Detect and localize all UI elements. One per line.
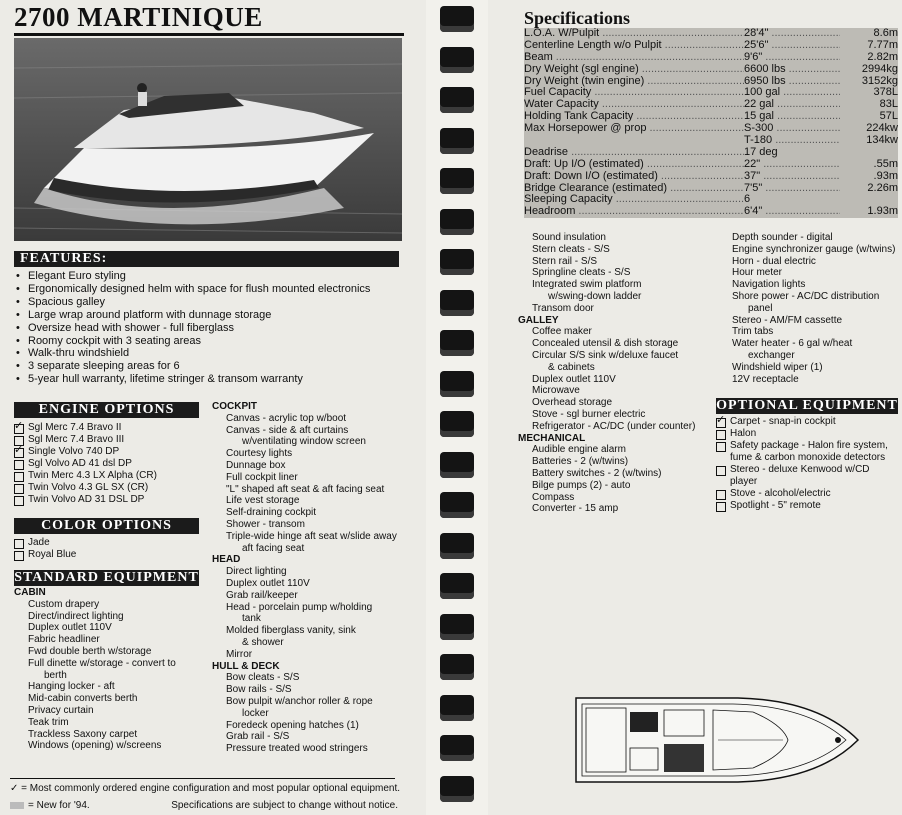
equipment-item: Duplex outlet 110V <box>28 622 112 634</box>
binding-ring-icon <box>440 168 474 194</box>
equipment-item: Teak trim <box>28 716 69 728</box>
spec-value: 9'6" ..... <box>744 52 840 64</box>
spec-row <box>524 64 898 76</box>
optional-equipment-label: player <box>730 475 758 487</box>
checkbox-icon[interactable] <box>14 551 24 561</box>
equipment-item: Courtesy lights <box>226 448 293 460</box>
binding-ring-icon <box>440 371 474 397</box>
spec-row <box>524 183 898 195</box>
mechanical-continued <box>718 232 902 385</box>
equipment-item: Overhead storage <box>532 397 613 409</box>
checkbox-icon[interactable] <box>14 496 24 506</box>
spec-row <box>524 135 898 147</box>
feature-item: • Spacious galley <box>14 296 370 309</box>
feature-item: • Oversize head with shower - full fiberglass <box>14 322 370 335</box>
engine-label: Sgl Merc 7.4 Bravo II <box>28 422 122 433</box>
equipment-item: Fwd double berth w/storage <box>28 645 152 657</box>
equipment-item: & shower <box>242 636 284 648</box>
spec-value: 28'4" ..... <box>744 28 840 40</box>
equipment-category: MECHANICAL <box>518 432 586 444</box>
equipment-item: Water heater - 6 gal w/heat <box>732 338 853 350</box>
equipment-item: Springline cleats - S/S <box>532 267 631 279</box>
optional-equipment-label: Halon <box>730 428 757 439</box>
checkbox-icon[interactable] <box>716 442 726 452</box>
footnote-rule <box>10 778 395 779</box>
engine-option[interactable] <box>14 458 209 470</box>
spec-label <box>524 135 744 147</box>
equipment-category: GALLEY <box>518 314 559 326</box>
equipment-item: Transom door <box>532 302 594 314</box>
spec-row <box>524 171 898 183</box>
spec-label: Sleeping Capacity ..... <box>524 194 744 206</box>
checkbox-icon[interactable] <box>716 502 726 512</box>
equipment-item: Canvas - side & aft curtains <box>226 424 349 436</box>
spec-metric: 378L <box>873 86 898 99</box>
spec-row <box>524 76 898 88</box>
equipment-item: Direct lighting <box>226 566 287 578</box>
equipment-item: Foredeck opening hatches (1) <box>226 719 359 731</box>
spec-metric: .55m <box>873 157 898 170</box>
color-option[interactable] <box>14 549 209 561</box>
engine-label: Sgl Merc 7.4 Bravo III <box>28 434 125 445</box>
equipment-item: locker <box>242 707 269 719</box>
engine-label: Sgl Volvo AD 41 dsl DP <box>28 458 132 469</box>
right-page <box>488 0 902 815</box>
optional-equipment-list <box>716 416 900 512</box>
equipment-item: Battery switches - 2 (w/twins) <box>532 467 662 479</box>
equipment-item: Trim tabs <box>732 326 774 338</box>
equipment-item: Molded fiberglass vanity, sink <box>226 625 356 637</box>
engine-option[interactable] <box>14 446 209 458</box>
spec-value: S-300 ..... <box>744 123 840 135</box>
equipment-item: Bow rails - S/S <box>226 684 292 696</box>
standard-equipment-cabin <box>14 587 214 752</box>
optional-equipment-option[interactable] <box>716 500 900 512</box>
equipment-item: Grab rail - S/S <box>226 731 290 743</box>
footnote-new <box>10 800 398 811</box>
optional-equipment-option[interactable] <box>716 464 900 476</box>
binding-ring-icon <box>440 249 474 275</box>
equipment-item: Concealed utensil & dish storage <box>532 338 679 350</box>
features-list <box>14 270 370 386</box>
equipment-item: exchanger <box>748 349 795 361</box>
engine-label: Twin Volvo 4.3 GL SX (CR) <box>28 482 149 493</box>
spec-label: Water Capacity ..... <box>524 99 744 111</box>
spec-metric: 8.6m <box>873 27 898 39</box>
equipment-item: panel <box>748 302 773 314</box>
specifications-title: Specifications <box>524 8 630 28</box>
spec-value: 22 gal ..... <box>744 99 840 111</box>
left-page <box>0 0 426 815</box>
equipment-item: Pressure treated wood stringers <box>226 743 368 755</box>
spec-row <box>524 111 898 123</box>
color-option[interactable] <box>14 537 209 549</box>
equipment-item: Head - porcelain pump w/holding <box>226 601 373 613</box>
spec-row <box>524 206 898 218</box>
equipment-item: Audible engine alarm <box>532 444 626 456</box>
feature-item: • 3 separate sleeping areas for 6 <box>14 360 370 373</box>
optional-equipment-label: Carpet - snap-in cockpit <box>730 416 836 427</box>
checkbox-icon[interactable] <box>716 430 726 440</box>
binding-ring-icon <box>440 492 474 518</box>
spec-value: 6600 lbs ..... <box>744 64 840 76</box>
binding-ring-icon <box>440 47 474 73</box>
optional-equipment-label: Stereo - deluxe Kenwood w/CD <box>730 463 870 475</box>
equipment-item: Direct/indirect lighting <box>28 610 124 622</box>
equipment-item: Shower - transom <box>226 518 305 530</box>
optional-equipment-heading: OPTIONAL EQUIPMENT <box>716 398 898 413</box>
spec-row <box>524 99 898 111</box>
checked-box-icon[interactable] <box>14 424 24 434</box>
binding-ring-icon <box>440 411 474 437</box>
equipment-item: Dunnage box <box>226 459 286 471</box>
engine-option[interactable] <box>14 494 209 506</box>
binding-ring-icon <box>440 614 474 640</box>
binding-ring-icon <box>440 128 474 154</box>
equipment-item: Refrigerator - AC/DC (under counter) <box>532 420 696 432</box>
spec-value: 17 deg <box>744 146 778 158</box>
feature-item: • Roomy cockpit with 3 seating areas <box>14 335 370 348</box>
color-label: Royal Blue <box>28 549 77 560</box>
spec-metric: 1.93m <box>867 205 898 218</box>
color-options-list <box>14 537 209 561</box>
equipment-item: Self-draining cockpit <box>226 507 317 519</box>
spec-label: Deadrise ..... <box>524 147 744 159</box>
footnote-check-text: = Most commonly ordered engine configuration and most popular optional equipment. <box>21 783 401 794</box>
checked-box-icon[interactable] <box>14 448 24 458</box>
optional-equipment-option[interactable] <box>716 416 900 428</box>
equipment-item: & cabinets <box>548 361 595 373</box>
equipment-category: CABIN <box>14 587 46 598</box>
new-swatch-icon <box>10 802 24 809</box>
equipment-item: Sound insulation <box>532 232 606 243</box>
spec-value: 37" ..... <box>744 171 840 183</box>
boat-deck-plan <box>568 690 863 790</box>
feature-item: • 5-year hull warranty, lifetime stringer & transom warranty <box>14 373 370 386</box>
equipment-item: Grab rail/keeper <box>226 589 298 601</box>
equipment-item: Windshield wiper (1) <box>732 361 823 373</box>
equipment-item: Duplex outlet 110V <box>532 373 616 385</box>
spec-value: 6950 lbs ..... <box>744 76 840 88</box>
equipment-item: w/ventilating window screen <box>242 436 366 448</box>
spec-label: Beam ..... <box>524 52 744 64</box>
equipment-item: Batteries - 2 (w/twins) <box>532 456 629 468</box>
binding-ring-icon <box>440 735 474 761</box>
spec-metric: 83L <box>879 98 898 111</box>
equipment-item: tank <box>242 613 261 625</box>
spec-label: Dry Weight (sgl engine) ..... <box>524 64 744 76</box>
spec-row <box>524 123 898 135</box>
equipment-item: aft facing seat <box>242 542 305 554</box>
spec-label: Max Horsepower @ prop ..... <box>524 123 744 135</box>
equipment-item: Coffee maker <box>532 326 592 338</box>
equipment-item: Stove - sgl burner electric <box>532 408 646 420</box>
equipment-item: Custom drapery <box>28 598 100 610</box>
equipment-item: Engine synchronizer gauge (w/twins) <box>732 243 896 255</box>
equipment-item: Hour meter <box>732 267 783 279</box>
spec-metric: 57L <box>879 110 898 123</box>
binding-ring-icon <box>440 209 474 235</box>
equipment-item: Full dinette w/storage - convert to <box>28 657 176 669</box>
standard-equipment-heading: STANDARD EQUIPMENT <box>14 570 199 585</box>
checkbox-icon[interactable] <box>716 466 726 476</box>
equipment-item: Hanging locker - aft <box>28 681 115 693</box>
equipment-item: Navigation lights <box>732 279 806 291</box>
spec-value: 15 gal ..... <box>744 111 840 123</box>
model-title: 2700 MARTINIQUE <box>14 2 263 32</box>
spec-metric: 7.77m <box>867 38 898 51</box>
equipment-item: Shore power - AC/DC distribution <box>732 290 880 302</box>
binding-ring-icon <box>440 776 474 802</box>
equipment-item: "L" shaped aft seat & aft facing seat <box>226 483 385 495</box>
checkbox-icon[interactable] <box>14 472 24 482</box>
color-label: Jade <box>28 537 50 548</box>
spec-value: 6'4" ..... <box>744 206 840 218</box>
spec-row <box>524 28 898 40</box>
engine-options-list <box>14 422 209 506</box>
equipment-item: Canvas - acrylic top w/boot <box>226 412 347 424</box>
spec-row <box>524 159 898 171</box>
optional-equipment-option <box>716 452 900 464</box>
equipment-item: Mid-cabin converts berth <box>28 693 138 705</box>
boat-photo <box>14 38 402 241</box>
engine-option[interactable] <box>14 482 209 494</box>
footnote-change-text: Specifications are subject to change without notice. <box>171 800 398 811</box>
spec-value: 100 gal ..... <box>744 87 840 99</box>
equipment-item: berth <box>44 669 67 681</box>
spec-value: 22" ..... <box>744 159 840 171</box>
spec-label: Fuel Capacity ..... <box>524 87 744 99</box>
spec-value: 7'5" ..... <box>744 183 840 195</box>
equipment-item: Duplex outlet 110V <box>226 577 310 589</box>
optional-equipment-label: Safety package - Halon fire system, <box>730 440 888 451</box>
equipment-item: Fabric headliner <box>28 634 100 646</box>
spec-value: T-180 ..... <box>744 135 840 147</box>
optional-equipment-option[interactable] <box>716 488 900 500</box>
spec-metric <box>840 147 898 159</box>
optional-equipment-label: Spotlight - 5" remote <box>730 499 821 511</box>
equipment-category: HEAD <box>212 554 241 566</box>
binding-ring-icon <box>440 330 474 356</box>
engine-label: Twin Merc 4.3 LX Alpha (CR) <box>28 470 157 481</box>
binding-ring-icon <box>440 533 474 559</box>
equipment-item: Converter - 15 amp <box>532 503 619 515</box>
spec-label: Holding Tank Capacity ..... <box>524 111 744 123</box>
spec-label: Draft: Down I/O (estimated) ..... <box>524 171 744 183</box>
color-options-heading: COLOR OPTIONS <box>14 518 199 534</box>
equipment-item: Horn - dual electric <box>732 255 816 267</box>
optional-equipment-label: fume & carbon monoxide detectors <box>730 452 886 463</box>
engine-options-heading: ENGINE OPTIONS <box>14 402 199 418</box>
spec-value: 25'6" ..... <box>744 40 840 52</box>
spec-metric: 2.26m <box>867 181 898 194</box>
equipment-item: Windows (opening) w/screens <box>28 740 162 752</box>
feature-item: • Ergonomically designed helm with space for flush mounted electronics <box>14 283 370 296</box>
equipment-item: Stern cleats - S/S <box>532 243 610 255</box>
spec-row <box>524 87 898 99</box>
spec-metric: 2.82m <box>867 50 898 63</box>
footnote-check <box>10 783 400 794</box>
equipment-item: 12V receptacle <box>732 373 799 385</box>
checkbox-icon[interactable] <box>716 490 726 500</box>
checkbox-icon[interactable] <box>14 539 24 549</box>
spec-row <box>524 194 898 206</box>
spec-metric: 3152kg <box>861 74 898 87</box>
footnote-new-text: = New for '94. <box>28 800 90 811</box>
equipment-item: Stereo - AM/FM cassette <box>732 314 843 326</box>
spec-label: Dry Weight (twin engine) ..... <box>524 76 744 88</box>
equipment-item: Bilge pumps (2) - auto <box>532 479 631 491</box>
optional-equipment-option[interactable] <box>716 428 900 440</box>
binding-ring-icon <box>440 87 474 113</box>
engine-option[interactable] <box>14 422 209 434</box>
spec-label: L.O.A. W/Pulpit ..... <box>524 28 744 40</box>
equipment-item: Full cockpit liner <box>226 471 298 483</box>
feature-item: • Walk-thru windshield <box>14 347 370 360</box>
spec-label: Headroom ..... <box>524 206 744 218</box>
equipment-item: Bow pulpit w/anchor roller & rope <box>226 695 373 707</box>
optional-equipment-option[interactable] <box>716 440 900 452</box>
checked-box-icon[interactable] <box>716 418 726 428</box>
spec-metric: 134kw <box>866 134 898 147</box>
equipment-item: Compass <box>532 491 575 503</box>
equipment-item: Bow cleats - S/S <box>226 672 300 684</box>
equipment-item: Privacy curtain <box>28 704 94 716</box>
equipment-item: w/swing-down ladder <box>548 290 642 302</box>
spec-row <box>524 40 898 52</box>
spec-metric: 224kw <box>866 122 898 135</box>
spec-metric: .93m <box>873 169 898 182</box>
equipment-category: COCKPIT <box>212 401 257 412</box>
equipment-item: Triple-wide hinge aft seat w/slide away <box>226 530 397 542</box>
standard-equipment-continued <box>518 232 723 515</box>
checkbox-icon[interactable] <box>14 484 24 494</box>
equipment-item: Mirror <box>226 648 253 660</box>
binding-spine <box>426 0 488 815</box>
specifications-table <box>524 28 898 218</box>
optional-equipment-label: Stove - alcohol/electric <box>730 487 831 499</box>
title-rule <box>14 33 404 36</box>
equipment-item: Trackless Saxony carpet <box>28 728 138 740</box>
check-mark-icon: ✓ <box>10 783 19 794</box>
spec-value: 6 <box>744 194 751 206</box>
equipment-item: Microwave <box>532 385 580 397</box>
binding-ring-icon <box>440 290 474 316</box>
binding-ring-icon <box>440 452 474 478</box>
equipment-item: Circular S/S sink w/deluxe faucet <box>532 349 679 361</box>
engine-option[interactable] <box>14 434 209 446</box>
binding-ring-icon <box>440 6 474 32</box>
equipment-item: Integrated swim platform <box>532 279 642 291</box>
equipment-item: Depth sounder - digital <box>732 232 833 243</box>
binding-ring-icon <box>440 654 474 680</box>
engine-label: Single Volvo 740 DP <box>28 446 120 457</box>
equipment-category: HULL & DECK <box>212 660 280 672</box>
spec-label: Bridge Clearance (estimated) ..... <box>524 183 744 195</box>
checkbox-icon[interactable] <box>14 460 24 470</box>
feature-item: • Elegant Euro styling <box>14 270 370 283</box>
spec-label: Draft: Up I/O (estimated) ..... <box>524 159 744 171</box>
spec-row <box>524 52 898 64</box>
equipment-item: Life vest storage <box>226 495 300 507</box>
equipment-item: Stern rail - S/S <box>532 255 598 267</box>
binding-ring-icon <box>440 695 474 721</box>
standard-equipment-cockpit-head-hull <box>212 401 422 755</box>
feature-item: • Large wrap around platform with dunnage storage <box>14 309 370 322</box>
binding-ring-icon <box>440 573 474 599</box>
engine-option[interactable] <box>14 470 209 482</box>
optional-equipment-option <box>716 476 900 488</box>
spec-metric: 2994kg <box>861 62 898 75</box>
engine-label: Twin Volvo AD 31 DSL DP <box>28 494 145 505</box>
spec-row <box>524 147 898 159</box>
spec-label: Centerline Length w/o Pulpit ..... <box>524 40 744 52</box>
features-heading: FEATURES: <box>14 251 399 267</box>
